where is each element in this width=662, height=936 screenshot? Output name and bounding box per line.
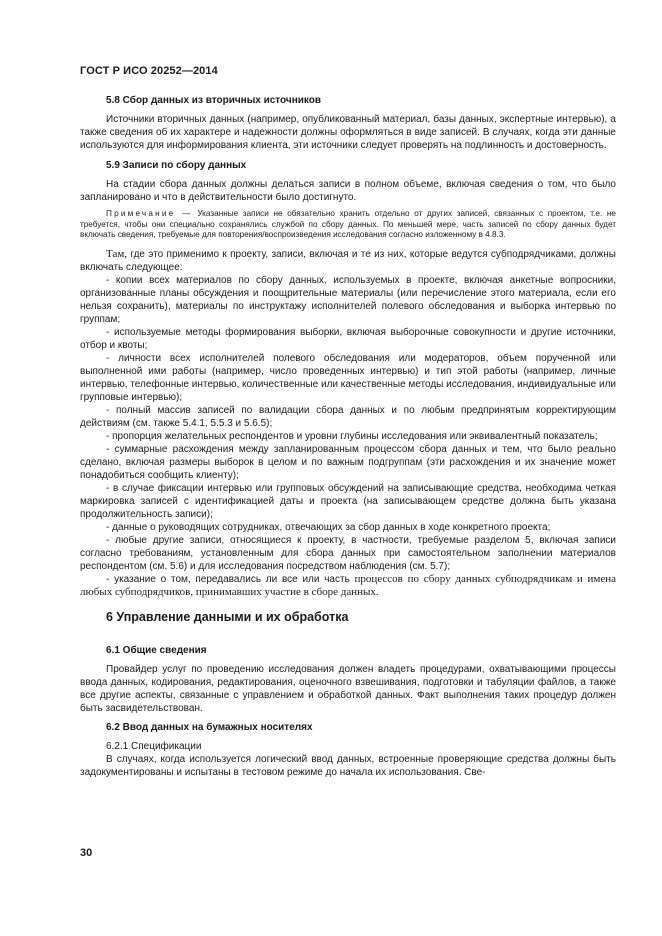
- section-6-2-1-paragraph: В случаях, когда используется логический ввод данных, встроенные проверяющие средства должны быть задокументированы и испытаны в тестовом режиме до начала их использования. Све-: [80, 753, 616, 778]
- list-item: - пропорция желательных респондентов и уровни глубины исследования или эквивалентный показатель;: [106, 430, 598, 442]
- section-5-9-heading: 5.9 Записи по сбору данных: [106, 160, 247, 171]
- list-item: - личности всех исполнителей полевого обследования или модераторов, объем порученной или выполненной ими работы (например, число проведенных интервью) и тип этой работы (например, личные интервью, телефонные интервью, количественные или качественные методы исследования, индивидуальные или групповые интервью);: [80, 352, 616, 403]
- list-item: - суммарные расхождения между запланированным процессом сбора данных и тем, что было реально сделано, включая размеры выборок в целом и по важным подгруппам (эти расхождения и их значение может понадобиться сообщить клиенту);: [80, 443, 616, 481]
- section-6-heading: 6 Управление данными и их обработка: [106, 609, 349, 624]
- document-header: ГОСТ Р ИСО 20252—2014: [80, 65, 218, 77]
- records-intro-first-word: Там,: [106, 247, 128, 260]
- note-label: Примечание —: [106, 209, 193, 218]
- list-item: - полный массив записей по валидации сбора данных и по любым предпринятым корректирующим действиям (см. также 5.4.1, 5.5.3 и 5.6.5);: [80, 404, 616, 429]
- document-page: [80, 0, 616, 936]
- section-5-8-paragraph: Источники вторичных данных (например, опубликованный материал, базы данных, экспертные интервью), а также сведения об их характере и надежности должны оформляться в виде записей. В случаях, когда эти данные используются для информирования клиента, эти источники следует проверять на подлинность и достоверность.: [80, 114, 616, 151]
- list-item-last: [80, 573, 616, 599]
- section-6-1-paragraph: Провайдер услуг по проведению исследования должен владеть процедурами, охватывающими процессы ввода данных, кодирования, редактирования, оценочного взвешивания, подготовки и табуляции файлов, а также все другие аспекты, связанные с управлением и обработкой данных. Факт выполнения таких процедур должен быть засвидетельствован.: [80, 663, 616, 714]
- note-text: Указанные записи не обязательно хранить отдельно от других записей, связанных с проектом, т.е. не требуется, чтобы они специально сохранялись службой по сбору данных. По меньшей мере, часть записей по сбору данных будет включать сведения, требуемые для повторения/воспроизведения исследования согласно изложенному в 4.8.3.: [80, 209, 616, 239]
- records-intro-text: где это применимо к проекту, записи, включая и те из них, которые ведутся субподрядчиками, должны включать следующее:: [80, 248, 616, 273]
- list-item: - данные о руководящих сотрудниках, отвечающих за сбор данных в ходе конкретного проекта;: [106, 521, 551, 533]
- list-item-last-part-a: - указание о том, передавались ли все или часть: [106, 573, 350, 585]
- list-item: - копии всех материалов по сбору данных, используемых в проекте, включая анкетные вопросники, организованные планы обсуждения и поощрительные материалы (или перечисление этого материала, если его нельзя сохранить), материалы по инструктажу исполнителей полевого обследования и выборка интервью по группам;: [80, 274, 616, 325]
- list-item: - в случае фиксации интервью или групповых обсуждений на записывающие средства, необходима четкая маркировка записей с идентификацией даты и проекта (на записывающем средстве должна быть указана продолжительность записи);: [80, 482, 616, 520]
- records-intro: [80, 248, 616, 274]
- list-item: - используемые методы формирования выборки, включая выборочные совокупности и другие источники, отбор и квоты;: [80, 326, 616, 351]
- section-5-8-heading: 5.8 Сбор данных из вторичных источников: [106, 95, 322, 106]
- document-body: [80, 94, 616, 784]
- section-6-2-heading: 6.2 Ввод данных на бумажных носителях: [106, 721, 313, 733]
- list-item: - любые другие записи, относящиеся к проекту, в частности, требуемые разделом 5, включая записи согласно требованиям, установленным для сбора данных при самостоятельном заполнении материалов респондентом (см. 5.6) и для исследования посредством наблюдения (см. 5.7);: [80, 534, 616, 572]
- section-6-2-1-heading: 6.2.1 Спецификации: [106, 740, 202, 752]
- note: [80, 209, 616, 241]
- section-6-1-heading: 6.1 Общие сведения: [106, 644, 207, 656]
- list-item-last-part-b: процессов по сбору данных субподрядчикам и имена любых субподрядчиков, принимавших участие в сборе данных.: [80, 572, 616, 598]
- records-list: [80, 248, 616, 599]
- section-5-9-paragraph: На стадии сбора данных должны делаться записи в полном объеме, включая сведения о том, что было запланировано и что в действительности было достигнуто.: [80, 179, 616, 203]
- page-number: 30: [80, 847, 93, 859]
